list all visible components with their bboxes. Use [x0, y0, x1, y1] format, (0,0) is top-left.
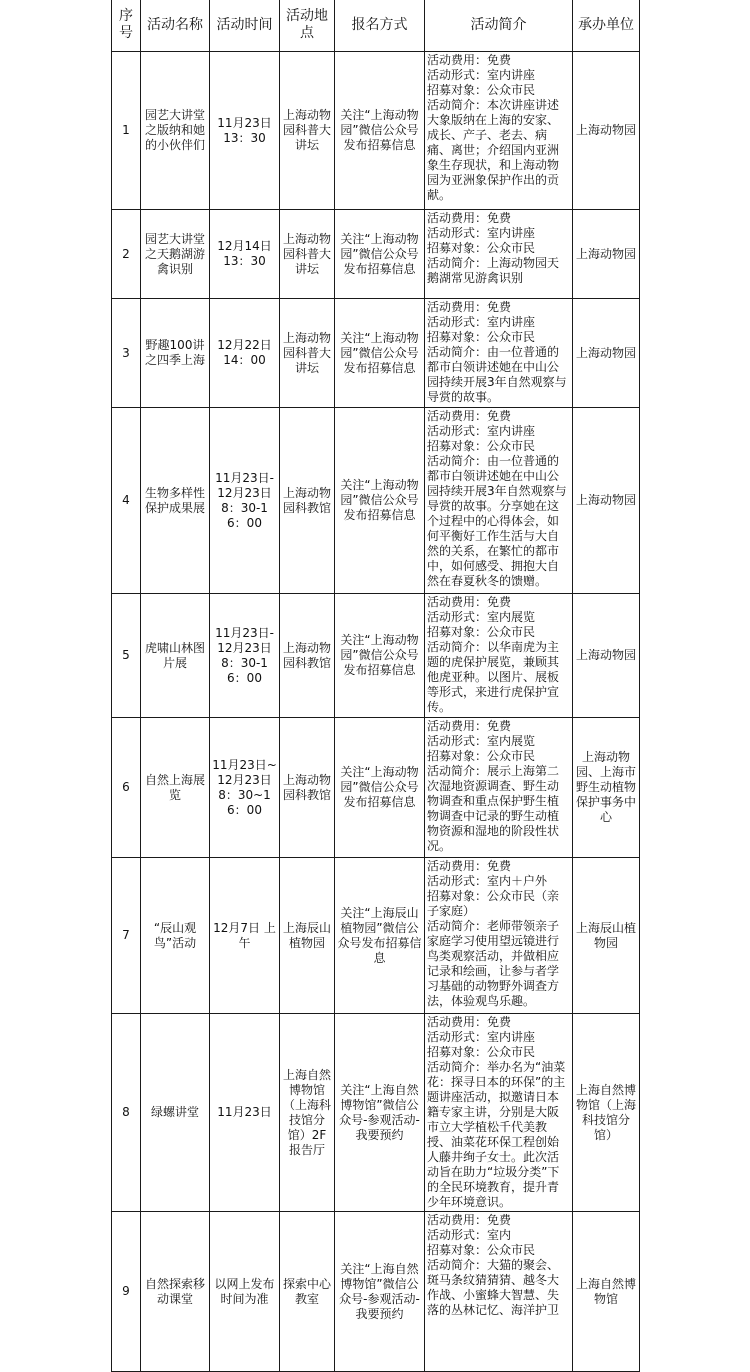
- cell-desc: [425, 1212, 573, 1372]
- cell-signup: 关注“上海动物园”微信公众号发布招募信息: [335, 210, 425, 299]
- desc-line: 招募对象：公众市民: [427, 1243, 536, 1257]
- desc-line: 招募对象：公众市民: [427, 330, 536, 344]
- cell-signup: 关注“上海自然博物馆”微信公众号-参观活动-我要预约: [335, 1014, 425, 1212]
- desc-line: 活动简介：举办名为“油菜花：探寻日本的环保”的主题讲座活动，拟邀请日本籍专家主讲，分别是大阪市立大学植松千代美教授、油菜花环保工程创始人藤井绚子女士。此次活动旨在助力“垃圾分类”下的全民环境教育，提升青少年环境意识。: [427, 1060, 566, 1209]
- header-org: 承办单位: [573, 0, 640, 52]
- cell-signup: 关注“上海动物园”微信公众号发布招募信息: [335, 299, 425, 408]
- cell-name: 园艺大讲堂之天鹅湖游禽识别: [141, 210, 210, 299]
- desc-line: 招募对象：公众市民: [427, 625, 536, 639]
- header-desc: 活动简介: [425, 0, 573, 52]
- cell-desc: [425, 210, 573, 299]
- cell-no: 7: [112, 858, 141, 1014]
- cell-org: 上海动物园: [573, 594, 640, 718]
- desc-line: 活动费用：免费: [427, 53, 512, 67]
- desc-line: 活动简介：上海动物园天鹅湖常见游禽识别: [427, 256, 560, 285]
- table-row: [112, 408, 640, 594]
- desc-line: 活动形式：室内讲座: [427, 226, 536, 240]
- desc-line: 活动形式：室内讲座: [427, 68, 536, 82]
- desc-line: 活动费用：免费: [427, 1213, 512, 1227]
- desc-line: 活动简介：大猫的聚会、斑马条纹猜猜猜、越冬大作战、小蜜蜂大智慧、失落的丛林记忆、海洋护卫: [427, 1258, 560, 1317]
- header-place: 活动地点: [280, 0, 335, 52]
- cell-place: 上海动物园科普大讲坛: [280, 299, 335, 408]
- cell-signup: 关注“上海辰山植物园”微信公众号发布招募信息: [335, 858, 425, 1014]
- cell-place: 上海动物园科普大讲坛: [280, 210, 335, 299]
- cell-time: 11月23日 13：30: [210, 52, 280, 210]
- cell-no: 5: [112, 594, 141, 718]
- desc-line: 活动简介：以华南虎为主题的虎保护展览，兼顾其他虎亚种。以图片、展板等形式，来进行虎保护宣传。: [427, 640, 560, 714]
- desc-line: 活动简介：由一位普通的都市白领讲述她在中山公园持续开展3年自然观察与导赏的故事。分享她在这个过程中的心得体会，如何平衡好工作生活与大自然的关系，在繁忙的都市中，如何感受、拥抱大自然在春夏秋冬的馈赠。: [427, 454, 567, 588]
- desc-line: 活动形式：室内讲座: [427, 424, 536, 438]
- table-row: [112, 299, 640, 408]
- cell-name: 虎啸山林图片展: [141, 594, 210, 718]
- table-row: [112, 52, 640, 210]
- cell-place: 上海动物园科教馆: [280, 594, 335, 718]
- table-row: [112, 718, 640, 858]
- cell-no: 4: [112, 408, 141, 594]
- cell-name: 野趣100讲之四季上海: [141, 299, 210, 408]
- desc-line: 活动形式：室内展览: [427, 610, 536, 624]
- cell-org: 上海动物园: [573, 210, 640, 299]
- cell-no: 8: [112, 1014, 141, 1212]
- desc-line: 招募对象：公众市民: [427, 83, 536, 97]
- cell-time: 12月14日 13：30: [210, 210, 280, 299]
- cell-name: 园艺大讲堂之版纳和她的小伙伴们: [141, 52, 210, 210]
- cell-no: 2: [112, 210, 141, 299]
- desc-line: 招募对象：公众市民: [427, 439, 536, 453]
- cell-name: 绿螺讲堂: [141, 1014, 210, 1212]
- desc-line: 活动费用：免费: [427, 409, 512, 423]
- cell-name: “辰山观鸟”活动: [141, 858, 210, 1014]
- desc-line: 活动形式：室内讲座: [427, 1030, 536, 1044]
- cell-org: 上海动物园: [573, 52, 640, 210]
- table-row: [112, 1212, 640, 1372]
- desc-line: 活动费用：免费: [427, 211, 512, 225]
- desc-line: 活动形式：室内: [427, 1228, 512, 1242]
- cell-time: 12月7日 上午: [210, 858, 280, 1014]
- cell-desc: [425, 408, 573, 594]
- cell-time: 以网上发布时间为准: [210, 1212, 280, 1372]
- cell-desc: [425, 858, 573, 1014]
- desc-line: 招募对象：公众市民: [427, 1045, 536, 1059]
- cell-place: 探索中心教室: [280, 1212, 335, 1372]
- cell-desc: [425, 594, 573, 718]
- cell-signup: 关注“上海动物园”微信公众号发布招募信息: [335, 52, 425, 210]
- table-row: [112, 594, 640, 718]
- desc-line: 活动简介：老师带领亲子家庭学习使用望远镜进行鸟类观察活动，并做相应记录和绘画，让参与者学习基础的动物野外调查方法，体验观鸟乐趣。: [427, 919, 560, 1008]
- cell-signup: 关注“上海自然博物馆”微信公众号-参观活动-我要预约: [335, 1212, 425, 1372]
- table-row: [112, 210, 640, 299]
- cell-name: 生物多样性保护成果展: [141, 408, 210, 594]
- cell-org: 上海动物园、上海市野生动植物保护事务中心: [573, 718, 640, 858]
- header-no: 序号: [112, 0, 141, 52]
- cell-place: 上海辰山植物园: [280, 858, 335, 1014]
- cell-desc: [425, 299, 573, 408]
- cell-desc: [425, 52, 573, 210]
- cell-desc: [425, 718, 573, 858]
- desc-line: 招募对象：公众市民: [427, 749, 536, 763]
- desc-line: 招募对象：公众市民: [427, 241, 536, 255]
- cell-org: 上海自然博物馆（上海科技馆分馆）: [573, 1014, 640, 1212]
- cell-no: 6: [112, 718, 141, 858]
- cell-org: 上海自然博物馆: [573, 1212, 640, 1372]
- desc-line: 活动费用：免费: [427, 719, 512, 733]
- table-row: [112, 858, 640, 1014]
- cell-org: 上海动物园: [573, 408, 640, 594]
- cell-signup: 关注“上海动物园”微信公众号发布招募信息: [335, 594, 425, 718]
- header-time: 活动时间: [210, 0, 280, 52]
- activity-table: [111, 0, 640, 1372]
- cell-name: 自然上海展览: [141, 718, 210, 858]
- table-row: [112, 1014, 640, 1212]
- desc-line: 活动简介：展示上海第二次湿地资源调查、野生动物调查和重点保护野生植物调查中记录的野生动植物资源和湿地的阶段性状况。: [427, 764, 560, 853]
- cell-signup: 关注“上海动物园”微信公众号发布招募信息: [335, 718, 425, 858]
- desc-line: 招募对象：公众市民（亲子家庭）: [427, 889, 560, 918]
- header-row: [112, 0, 640, 52]
- desc-line: 活动简介：本次讲座讲述大象版纳在上海的安家、成长、产子、老去、病痛、离世；介绍国内亚洲象生存现状，和上海动物园为亚洲象保护作出的贡献。: [427, 98, 560, 202]
- desc-line: 活动费用：免费: [427, 859, 512, 873]
- cell-time: 11月23日-12月23日 8：30-16：00: [210, 408, 280, 594]
- cell-place: 上海动物园科教馆: [280, 408, 335, 594]
- cell-name: 自然探索移动课堂: [141, 1212, 210, 1372]
- cell-desc: [425, 1014, 573, 1212]
- cell-place: 上海动物园科普大讲坛: [280, 52, 335, 210]
- cell-signup: 关注“上海动物园”微信公众号发布招募信息: [335, 408, 425, 594]
- cell-time: 11月23日-12月23日 8：30-16：00: [210, 594, 280, 718]
- header-signup: 报名方式: [335, 0, 425, 52]
- header-name: 活动名称: [141, 0, 210, 52]
- desc-line: 活动简介：由一位普通的都市白领讲述她在中山公园持续开展3年自然观察与导赏的故事。: [427, 345, 567, 404]
- cell-place: 上海自然博物馆（上海科技馆分馆）2F报告厅: [280, 1014, 335, 1212]
- desc-line: 活动费用：免费: [427, 595, 512, 609]
- desc-line: 活动形式：室内展览: [427, 734, 536, 748]
- cell-no: 1: [112, 52, 141, 210]
- cell-time: 12月22日 14：00: [210, 299, 280, 408]
- cell-no: 9: [112, 1212, 141, 1372]
- cell-org: 上海动物园: [573, 299, 640, 408]
- desc-line: 活动形式：室内＋户外: [427, 874, 548, 888]
- desc-line: 活动费用：免费: [427, 300, 512, 314]
- cell-time: 11月23日~12月23日 8：30~16：00: [210, 718, 280, 858]
- cell-no: 3: [112, 299, 141, 408]
- desc-line: 活动费用：免费: [427, 1015, 512, 1029]
- desc-line: 活动形式：室内讲座: [427, 315, 536, 329]
- cell-org: 上海辰山植物园: [573, 858, 640, 1014]
- cell-time: 11月23日: [210, 1014, 280, 1212]
- cell-place: 上海动物园科教馆: [280, 718, 335, 858]
